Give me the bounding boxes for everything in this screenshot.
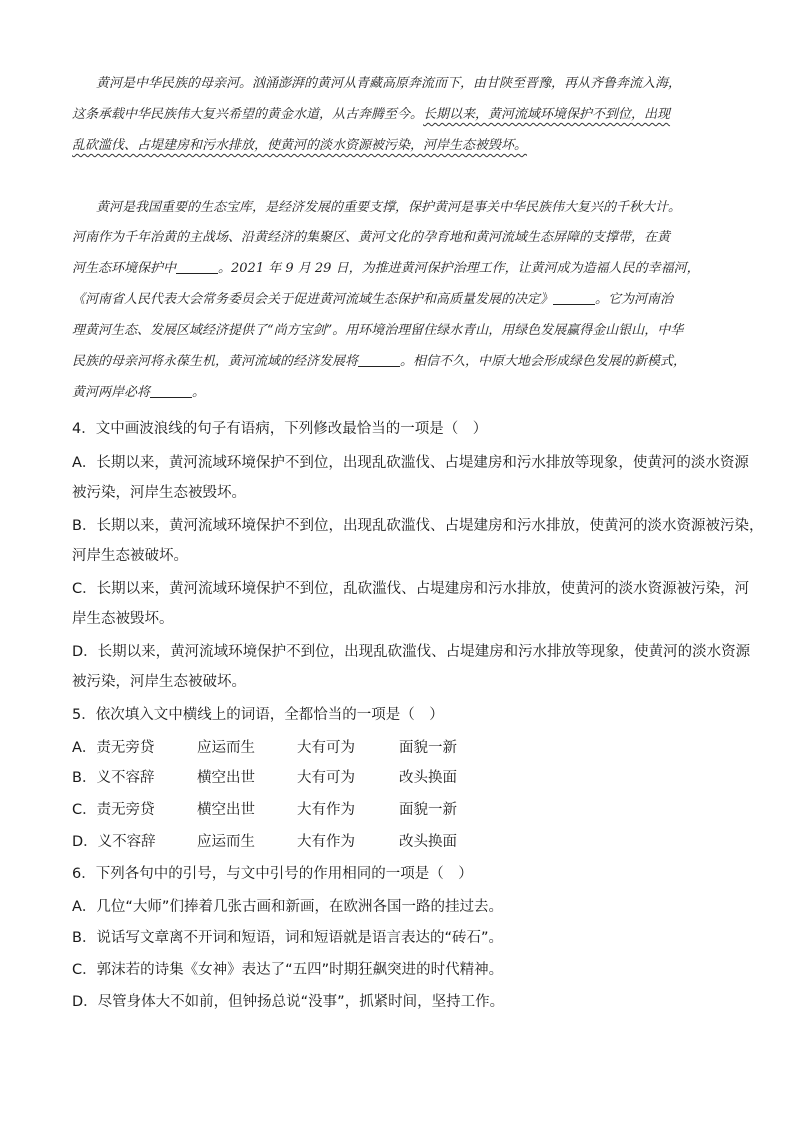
option-word: 改头换面 [399, 770, 457, 786]
option-word: 面貌一新 [399, 802, 457, 818]
question-6-option-c[interactable]: C．郭沫若的诗集《女神》表达了“五四”时期狂飙突进的时代精神。 [72, 962, 504, 978]
option-word: 改头换面 [399, 834, 457, 850]
question-5-stem: 5．依次填入文中横线上的词语，全都恰当的一项是（ ） [72, 707, 444, 723]
fill-blank-4[interactable] [150, 383, 192, 398]
option-word: 大有可为 [297, 770, 355, 786]
passage-text: 。相信不久，中原大地会形成绿色发展的新模式， [400, 354, 687, 369]
passage-text: 这条承载中华民族伟大复兴希望的黄金水道，从古奔腾至今。 [72, 107, 424, 122]
option-word: A．责无旁贷 [72, 740, 155, 756]
question-4-option-d[interactable]: D．长期以来，黄河流域环境保护不到位，出现乱砍滥伐、占堤建房和污水排放等现象，使黄河的淡水资源 [72, 644, 751, 660]
passage-text: 。 [192, 385, 206, 400]
question-4-option-b-cont: 河岸生态被破坏。 [72, 548, 188, 564]
question-6-stem: 6．下列各句中的引号，与文中引号的作用相同的一项是（ ） [72, 866, 473, 882]
option-word: 应运而生 [197, 834, 255, 850]
passage-text: 。它为河南治 [595, 292, 674, 307]
question-4-option-d-cont: 被污染，河岸生态被破坏。 [72, 674, 246, 690]
passage-line [72, 105, 670, 125]
fill-blank-3[interactable] [358, 352, 400, 367]
passage-text: 。2021 年 9 月 29 日，为推进黄河保护治理工作，让黄河成为造福人民的幸福河， [218, 261, 700, 276]
passage-line [72, 136, 527, 156]
passage-text: 民族的母亲河将永葆生机，黄河流域的经济发展将 [72, 354, 359, 369]
question-4-option-a-cont: 被污染，河岸生态被毁坏。 [72, 485, 246, 501]
passage-line: 理黄河生态、发展区域经济提供了“尚方宝剑”。用环境治理留住绿水青山，用绿色发展赢得金山银山，中华 [72, 323, 684, 338]
fill-blank-1[interactable] [176, 259, 218, 274]
passage-line [72, 290, 673, 310]
passage-line: 黄河是我国重要的生态宝库，是经济发展的重要支撑，保护黄河是事关中华民族伟大复兴的千秋大计。 [96, 200, 682, 215]
wavy-underlined-sentence: 长期以来，黄河流域环境保护不到位，出现 [423, 107, 671, 122]
option-word: 横空出世 [197, 802, 255, 818]
option-word: D．义不容辞 [72, 834, 156, 850]
passage-line [72, 352, 686, 372]
option-word: 大有作为 [297, 834, 355, 850]
wavy-underlined-sentence: 乱砍滥伐、占堤建房和污水排放，使黄河的淡水资源被污染，河岸生态被毁坏。 [72, 138, 528, 153]
option-word: B．义不容辞 [72, 770, 155, 786]
passage-line [72, 383, 205, 403]
fill-blank-2[interactable] [553, 290, 595, 305]
question-6-option-d[interactable]: D．尽管身体大不如前，但钟扬总说“没事”，抓紧时间，坚持工作。 [72, 994, 505, 1010]
option-word: 应运而生 [197, 740, 255, 756]
question-6-option-a[interactable]: A．几位“大师”们捧着几张古画和新画，在欧洲各国一路的挂过去。 [72, 899, 503, 915]
passage-text: 黄河两岸必将 [72, 385, 151, 400]
passage-line [72, 259, 700, 279]
option-word: C．责无旁贷 [72, 802, 155, 818]
question-4-option-a[interactable]: A．长期以来，黄河流域环境保护不到位，出现乱砍滥伐、占堤建房和污水排放等现象，使黄河的淡水资源 [72, 455, 749, 471]
question-6-option-b[interactable]: B．说话写文章离不开词和短语，词和短语就是语言表达的“砖石”。 [72, 930, 503, 946]
option-word: 大有作为 [297, 802, 355, 818]
option-word: 横空出世 [197, 770, 255, 786]
question-4-option-c-cont: 岸生态被毁坏。 [72, 611, 174, 627]
passage-line: 黄河是中华民族的母亲河。汹涌澎湃的黄河从青藏高原奔流而下，由甘陕至晋豫，再从齐鲁奔流入海， [96, 76, 682, 91]
option-word: 大有可为 [297, 740, 355, 756]
passage-line: 河南作为千年治黄的主战场、沿黄经济的集聚区、黄河文化的孕育地和黄河流域生态屏障的支撑带，在黄 [72, 230, 671, 245]
passage-text: 《河南省人民代表大会常务委员会关于促进黄河流域生态保护和高质量发展的决定》 [72, 292, 554, 307]
option-word: 面貌一新 [399, 740, 457, 756]
passage-text: 河生态环境保护中 [72, 261, 177, 276]
question-4-stem: 4．文中画波浪线的句子有语病，下列修改最恰当的一项是（ ） [72, 421, 488, 437]
question-4-option-c[interactable]: C．长期以来，黄河流域环境保护不到位，乱砍滥伐、占堤建房和污水排放，使黄河的淡水资源被污染，河 [72, 581, 750, 597]
question-4-option-b[interactable]: B．长期以来，黄河流域环境保护不到位，出现乱砍滥伐、占堤建房和污水排放，使黄河的淡水资源被污染， [72, 518, 764, 534]
